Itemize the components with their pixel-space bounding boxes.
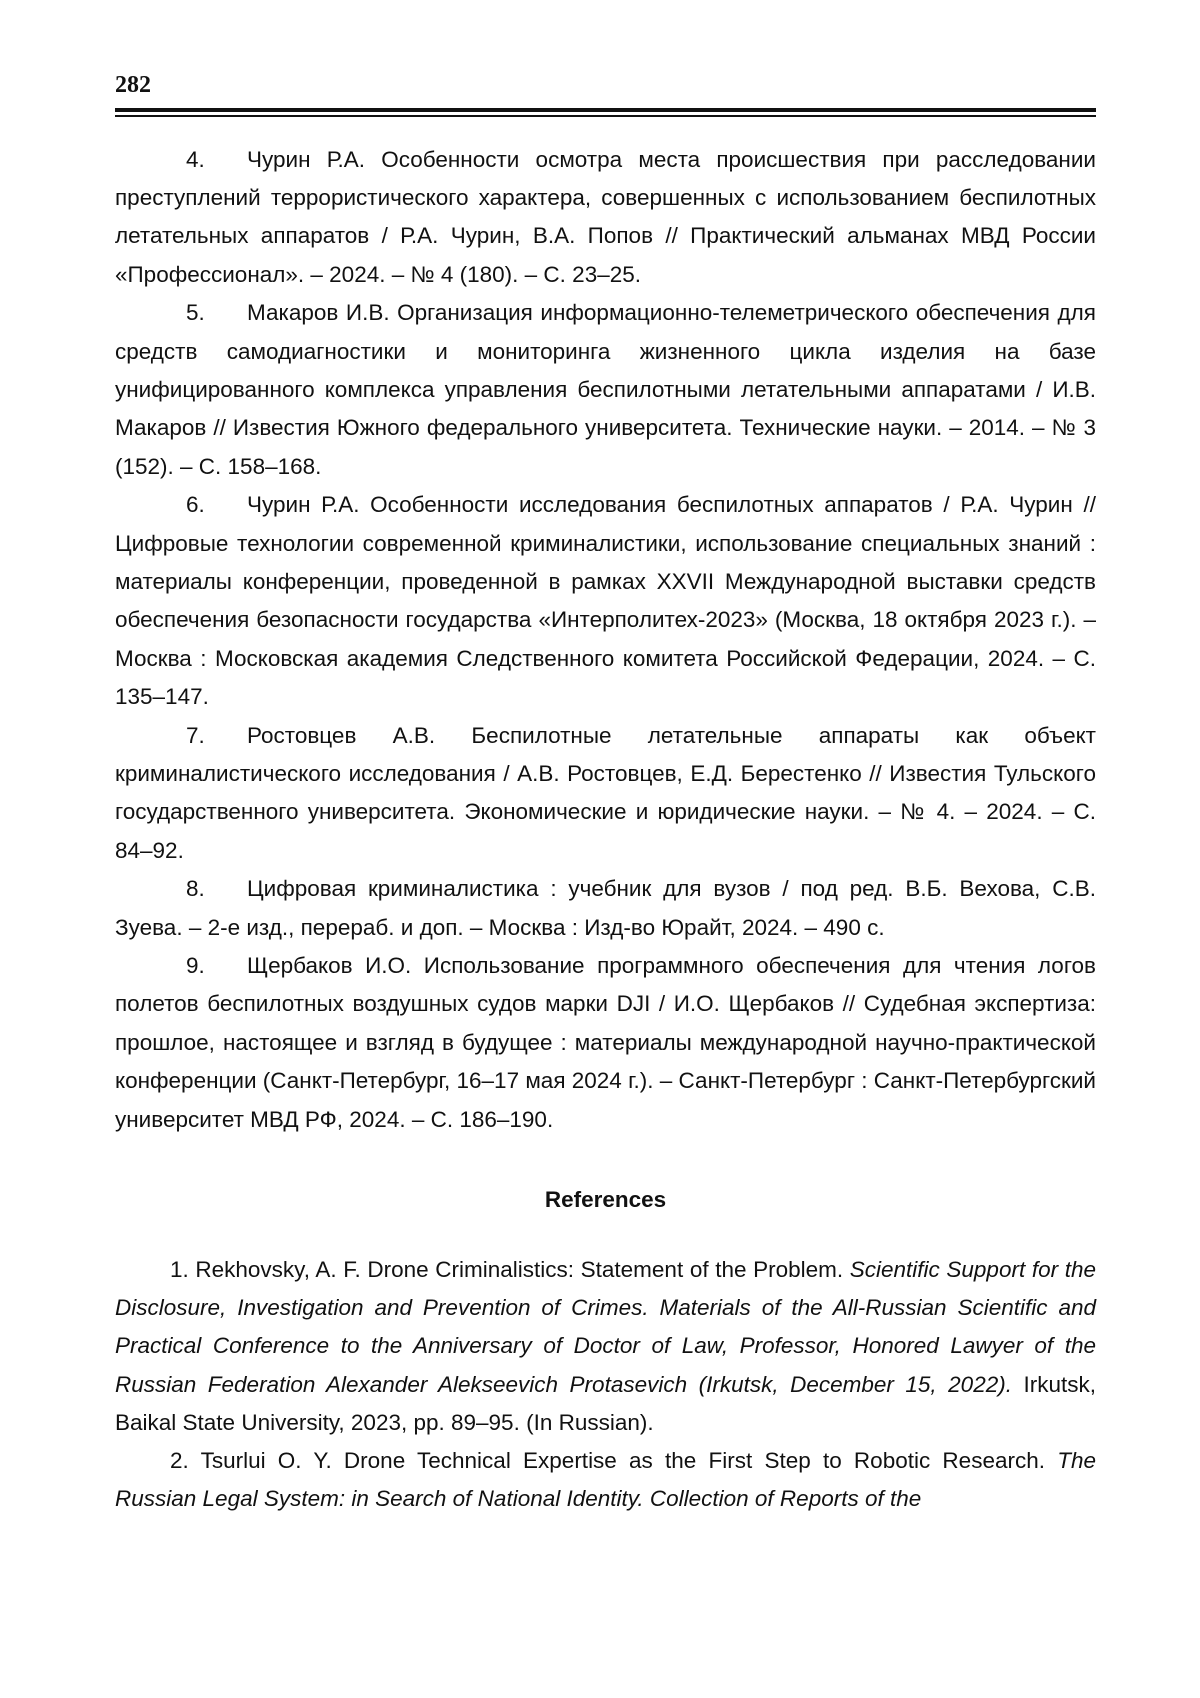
reference-text: Чурин Р.А. Особенности исследования беспилотных аппаратов / Р.А. Чурин // Цифровые технологии современной криминалистики, использование специальных знаний : материалы конференции, проведенной в рамках XXVII Международной выставки средств обеспечения безопасности государства «Интерполитех-2023» (Москва, 18 октября 2023 г.). – Москва : Московская академия Следственного комитета Российской Федерации, 2024. – С. 135–147.: [115, 492, 1096, 710]
reference-text: Ростовцев А.В. Беспилотные летательные аппараты как объект криминалистического исследования / А.В. Ростовцев, Е.Д. Берестенко // Известия Тульского государственного университета. Экономические и юридические науки. – № 4. – 2024. – С. 84–92.: [115, 722, 1096, 863]
reference-item: [115, 947, 1096, 1139]
reference-number: 5.: [186, 300, 205, 326]
reference-authors-title: 1. Rekhovsky, A. F. Drone Criminalistics: Statement of the Problem.: [170, 1257, 844, 1283]
reference-text: Чурин Р.А. Особенности осмотра места происшествия при расследовании преступлений террористического характера, совершенных с использованием беспилотных летательных аппаратов / Р.А. Чурин, В.А. Попов // Практический альманах МВД России «Профессионал». – 2024. – № 4 (180). – С. 23–25.: [115, 146, 1096, 287]
reference-publication-info: Irkutsk, Baikal State University, 2023, pp. 89–95. (In Russian).: [115, 1371, 1096, 1435]
english-reference-item: [115, 1251, 1096, 1442]
reference-text: Щербаков И.О. Использование программного обеспечения для чтения логов полетов беспилотных воздушных судов марки DJI / И.О. Щербаков // Судебная экспертиза: прошлое, настоящее и взгляд в будущее : материалы международной научно-практической конференции (Санкт-Петербург, 16–17 мая 2024 г.). – Санкт-Петербург : Санкт-Петербургский университет МВД РФ, 2024. – С. 186–190.: [115, 953, 1096, 1132]
reference-item: [115, 486, 1096, 716]
reference-item: [115, 717, 1096, 871]
header-rule-thick: [115, 108, 1096, 112]
russian-reference-list: [115, 141, 1096, 1140]
header-rule-thin: [115, 115, 1096, 117]
reference-item: [115, 870, 1096, 947]
reference-number: 8.: [186, 876, 205, 902]
document-page: [115, 70, 1096, 1518]
reference-number: 4.: [186, 146, 205, 172]
reference-text: Цифровая криминалистика : учебник для вузов / под ред. В.Б. Вехова, С.В. Зуева. – 2-е изд., перераб. и доп. – Москва : Изд-во Юрайт, 2024. – 490 с.: [115, 876, 1096, 940]
reference-authors-title: 2. Tsurlui O. Y. Drone Technical Expertise as the First Step to Robotic Research.: [170, 1448, 1045, 1474]
page-number: 282: [115, 72, 151, 98]
english-reference-list: [115, 1251, 1096, 1518]
reference-number: 7.: [186, 722, 205, 748]
reference-number: 6.: [186, 492, 205, 518]
reference-source-title: Scientific Support for the Disclosure, Investigation and Prevention of Crimes. Materials of the All-Russian Scientific and Practical Conference to the Anniversary of Doctor of Law, Professor, Honored Lawyer of the Russian Federation Alexander Alekseevich Protasevich (Irkutsk, December 15, 2022).: [115, 1257, 1096, 1397]
reference-text: Макаров И.В. Организация информационно-телеметрического обеспечения для средств самодиагностики и мониторинга жизненного цикла изделия на базе унифицированного комплекса управления беспилотными летательными аппаратами / И.В. Макаров // Известия Южного федерального университета. Технические науки. – 2014. – № 3 (152). – С. 158–168.: [115, 300, 1096, 479]
reference-item: [115, 294, 1096, 486]
reference-item: [115, 141, 1096, 295]
reference-number: 9.: [186, 953, 205, 979]
reference-source-title: The Russian Legal System: in Search of National Identity. Collection of Reports of the: [115, 1448, 1096, 1512]
english-reference-item: [115, 1442, 1096, 1518]
references-heading: References: [544, 1187, 667, 1213]
